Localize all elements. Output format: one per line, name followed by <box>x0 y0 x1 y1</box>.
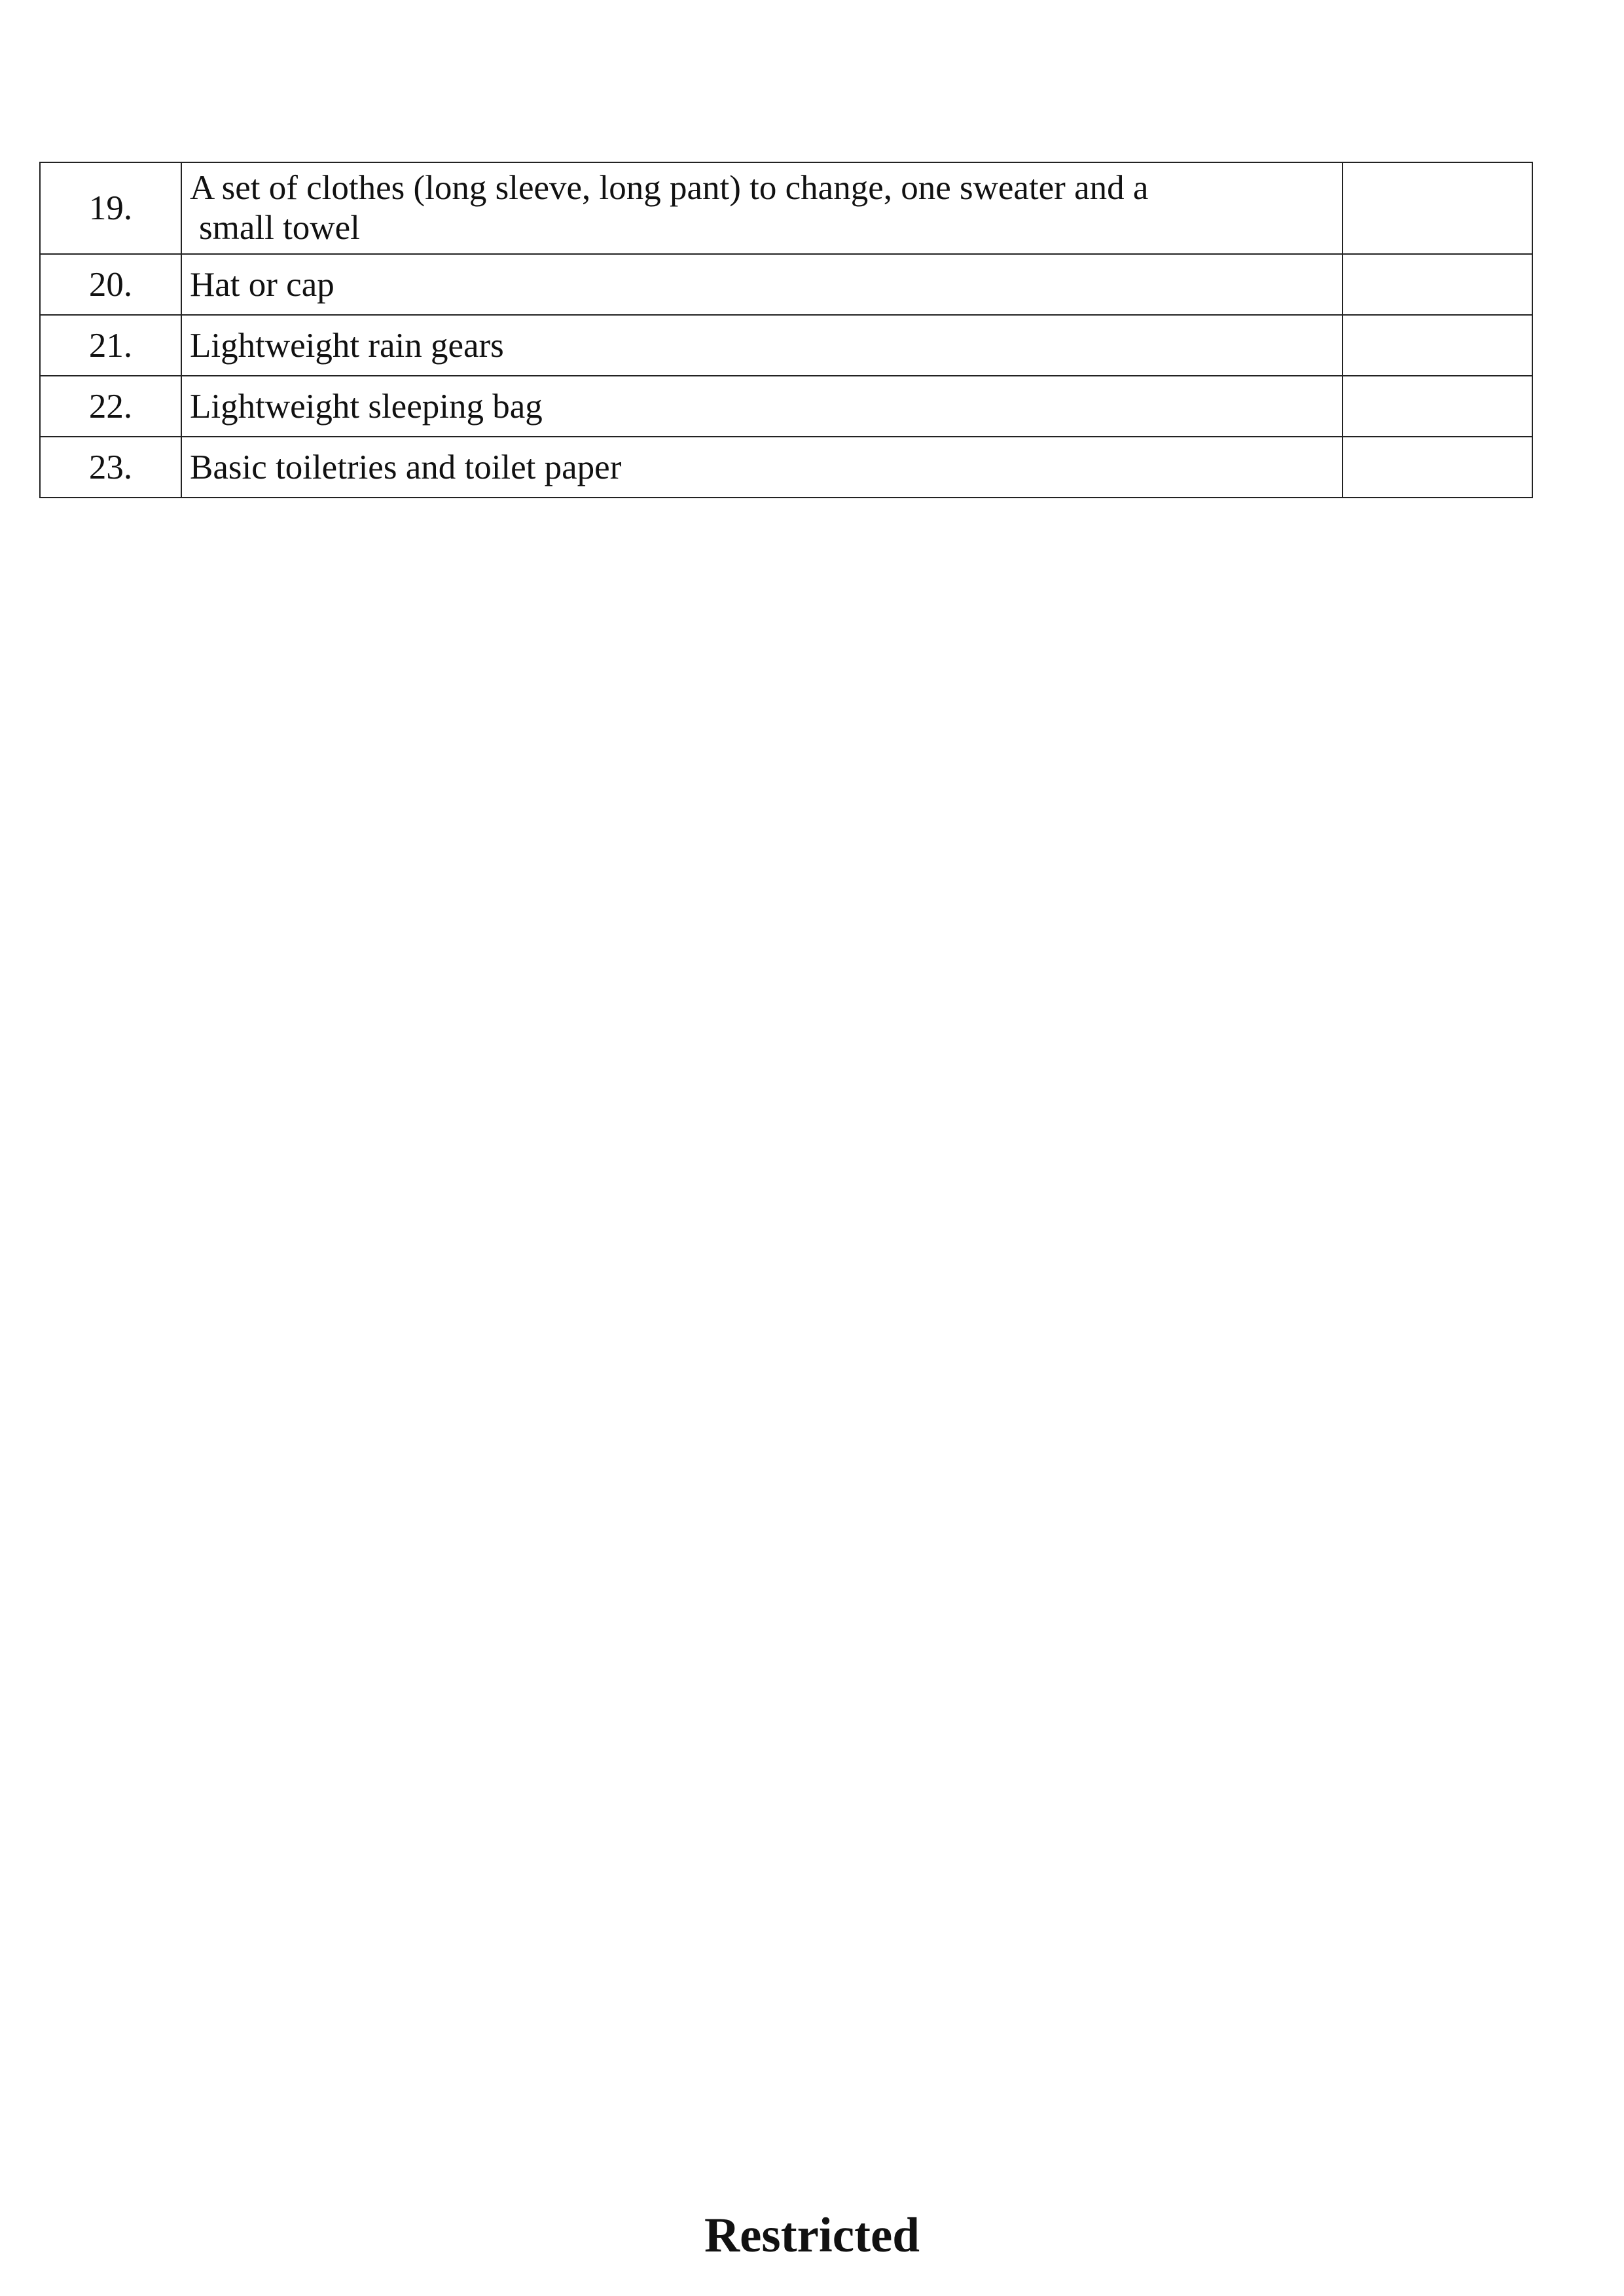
item-number: 23. <box>40 437 181 498</box>
item-description <box>181 162 1343 254</box>
table-row <box>40 437 1532 498</box>
item-number: 22. <box>40 376 181 437</box>
item-description: Lightweight rain gears <box>181 315 1343 376</box>
item-number: 19. <box>40 162 181 254</box>
packing-checklist-table <box>39 162 1533 498</box>
check-cell <box>1343 376 1532 437</box>
check-cell <box>1343 162 1532 254</box>
table-row <box>40 315 1532 376</box>
item-description: Basic toiletries and toilet paper <box>181 437 1343 498</box>
item-description: Hat or cap <box>181 254 1343 315</box>
item-description: Lightweight sleeping bag <box>181 376 1343 437</box>
item-description-line-1: A set of clothes (long sleeve, long pant) to change, one sweater and a <box>190 169 1149 207</box>
item-number: 20. <box>40 254 181 315</box>
check-cell <box>1343 254 1532 315</box>
item-number: 21. <box>40 315 181 376</box>
table-row <box>40 162 1532 254</box>
check-cell <box>1343 315 1532 376</box>
check-cell <box>1343 437 1532 498</box>
table-row <box>40 254 1532 315</box>
table-row <box>40 376 1532 437</box>
item-description-line-2: small towel <box>199 209 360 247</box>
classification-footer: Restricted <box>704 2208 920 2263</box>
